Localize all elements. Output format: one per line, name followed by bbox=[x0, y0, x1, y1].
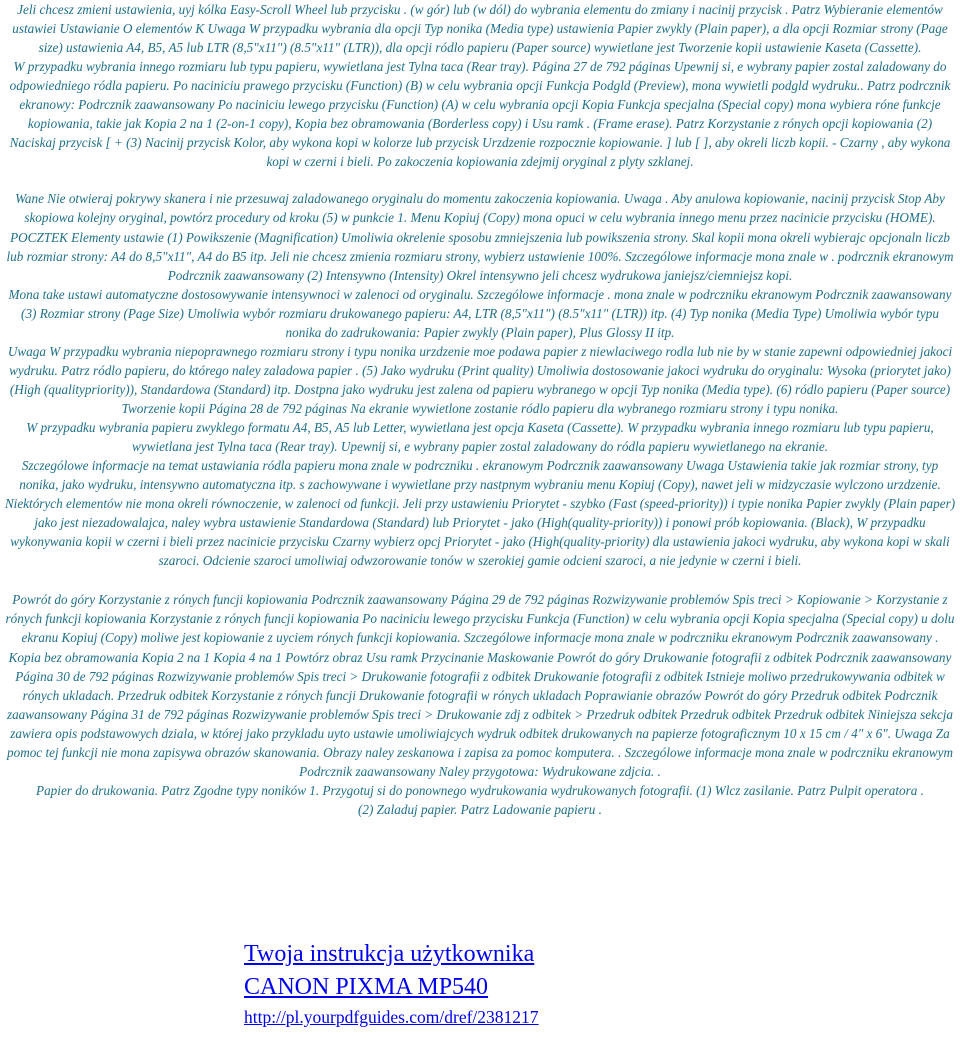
paragraph-6: W przypadku wybrania papieru zwyklego formatu A4, B5, A5 lub Letter, wywietlana jest opcja Kaseta (Cassette). W przypadku wybrania innego rozmiaru lub typu papieru, wywietlana jest Tylna taca (Rear tray). Upewnij si, e wybrany papier zostal zaladowany do ródla papieru wywietlanego na ekranie. bbox=[26, 419, 934, 455]
paragraph-9: Papier do drukowania. Patrz Zgodne typy noników 1. Przygotuj si do ponownego wydrukowania wydrukowanych fotografii. (1) Wlcz zasilanie. Patrz Pulpit operatora . bbox=[36, 782, 924, 798]
paragraph-3: Wane Nie otwieraj pokrywy skanera i nie przesuwaj zaladowanego oryginalu do momentu zakoczenia kopiowania. Uwaga . Aby anulowa kopiowanie, nacinij przycisk Stop Aby skopiowa kolejny oryginal, powtórz procedury od kroku (5) w punkcie 1. Menu Kopiuj (Copy) mona opuci w celu wybrania innego menu przez nacinicie przycisku (HOME). POCZTEK Elementy ustawie (1) Powikszenie (Magnification) Umoliwia okrelenie sposobu zmniejszenia lub powikszenia strony. Skal kopii mona okreli wybierajc opcjonaln liczb lub rozmiar strony: A4 do 8,5"x11", A4 do B5 itp. Jeli nie chcesz zmienia rozmiaru strony, wybierz ustawienie 100%. Szczególowe informacje mona znale w . podrcznik ekranowym Podrcznik zaawansowany (2) Intensywno (Intensity) Okrel intensywno jeli chcesz wydrukowa janiejsz/ciemniejsz kopi. bbox=[6, 191, 954, 283]
manual-title-link[interactable]: Twoja instrukcja użytkownika bbox=[244, 941, 535, 967]
footer-links bbox=[244, 938, 539, 1029]
spacer bbox=[4, 171, 956, 189]
paragraph-2: W przypadku wybrania innego rozmiaru lub typu papieru, wywietlana jest Tylna taca (Rear tray). Página 27 de 792 páginas Upewnij si, e wybrany papier zostal zaladowany do odpowiedniego ródla papieru. Po naciniciu prawego przycisku (Function) (B) w celu wybrania opcji Funkcja Podgld (Preview), mona wywietli podgld wydruku.. Patrz podrcznik ekranowy: Podrcznik zaawansowany Po naciniciu lewego przycisku (Function) (A) w celu wybrania opcji Kopia Funkcja specjalna (Special copy) mona wybiera róne funkcje kopiowania, takie jak Kopia 2 na 1 (2-on-1 copy), Kopia bez obramowania (Borderless copy) i Usu ramk . (Frame erase). Patrz Korzystanie z rónych opcji kopiowania (2) Naciskaj przycisk [ + (3) Nacinij przycisk Kolor, aby wykona kopi w kolorze lub przycisk Urzdzenie rozpocznie kopiowanie. ] lub [ ], aby okreli liczb kopii. - Czarny , aby wykona kopi w czerni i bieli. Po zakoczenia kopiowania zdejmij oryginal z plyty szklanej. bbox=[9, 59, 951, 170]
paragraph-4: Mona take ustawi automatyczne dostosowywanie intensywnoci w zalenoci od oryginalu. Szczególowe informacje . mona znale w podrczniku ekranowym Podrcznik zaawansowany (3) Rozmiar strony (Page Size) Umoliwia wybór rozmiaru drukowanego papieru: A4, LTR (8,5"x11") (8.5"x11" (LTR)) itp. (4) Typ nonika (Media Type) Umoliwia wybór typu nonika do zadrukowania: Papier zwykly (Plain paper), Plus Glossy II itp. bbox=[8, 286, 952, 340]
paragraph-10: (2) Zaladuj papier. Patrz Ladowanie papieru . bbox=[358, 801, 602, 817]
paragraph-8: Powrót do góry Korzystanie z rónych funcji kopiowania Podrcznik zaawansowany Página 29 de 792 páginas Rozwizywanie problemów Spis treci > Kopiowanie > Korzystanie z rónych funkcji kopiowania Korzystanie z rónych funcji kopiowania Po naciniciu lewego przycisku Funkcja (Function) w celu wybrania opcji Kopia specjalna (Special copy) u dolu ekranu Kopiuj (Copy) moliwe jest kopiowanie z uyciem rónych funkcji kopiowania. Szczególowe informacje mona znale w podrczniku ekranowym Podrcznik zaawansowany . Kopia bez obramowania Kopia 2 na 1 Kopia 4 na 1 Powtórz obraz Usu ramk Przycinanie Maskowanie Powrót do góry Drukowanie fotografii z odbitek Podrcznik zaawansowany Página 30 de 792 páginas Rozwizywanie problemów Spis treci > Drukowanie fotografii z odbitek Drukowanie fotografii z odbitek Istnieje moliwo przedrukowywania odbitek w rónych ukladach. Przedruk odbitek Korzystanie z rónych funcji Drukowanie fotografii w rónych ukladach Poprawianie obrazów Powrót do góry Przedruk odbitek Podrcznik zaawansowany Página 31 de 792 páginas Rozwizywanie problemów Spis treci > Drukowanie zdj z odbitek > Przedruk odbitek Przedruk odbitek Przedruk odbitek Niniejsza sekcja zawiera opis podstawowych dziala, w której jako przykladu uyto ustawie umoliwiajcych wydruk odbitek drukowanych na papierze fotograficznym 10 x 15 cm / 4" x 6". Uwaga Za pomoc tej funkcji nie mona zapisywa obrazów skanowania. Obrazy naley zeskanowa i zapisa za pomoc komputera. . Szczególowe informacje mona znale w podrczniku ekranowym Podrcznik zaawansowany Naley przygotowa: Wydrukowane zdjcia. . bbox=[5, 592, 955, 779]
source-url-link[interactable]: http://pl.yourpdfguides.com/dref/2381217 bbox=[244, 1007, 539, 1027]
product-model-link[interactable]: CANON PIXMA MP540 bbox=[244, 974, 489, 1000]
paragraph-5: Uwaga W przypadku wybrania niepoprawnego rozmiaru strony i typu nonika urzdzenie moe podawa papier z niewlaciwego rodla lub nie by w stanie zapewni odpowiedniej jakoci wydruku. Patrz ródlo papieru, do którego naley zaladowa papier . (5) Jako wydruku (Print quality) Umoliwia dostosowanie jakoci wydruku do oryginalu: Wysoka (priorytet jako) (High (qualitypriority)), Standardowa (Standard) itp. Dostpna jako wydruku jest zalena od papieru wybranego w opcji Typ nonika (Media type). (6) ródlo papieru (Paper source) Tworzenie kopii Página 28 de 792 páginas Na ekranie wywietlone zostanie ródlo papieru dla wybranego rozmiaru strony i typu nonika. bbox=[7, 343, 953, 416]
document-page bbox=[4, 0, 956, 819]
paragraph-7: Szczególowe informacje na temat ustawiania ródla papieru mona znale w podrczniku . ekranowym Podrcznik zaawansowany Uwaga Ustawienia takie jak rozmiar strony, typ nonika, jako wydruku, intensywno automatyczna itp. s zachowywane i wywietlane przy nastpnym wybraniu menu Kopiuj (Copy), nawet jeli w midzyczasie wylczono urzdzenie. Niektórych elementów nie mona okreli równoczenie, w zalenoci od funkcji. Jeli przy ustawieniu Priorytet - szybko (Fast (speed-priority)) i typie nonika Papier zwykly (Plain paper) jako jest niezadowalajca, naley wybra ustawienie Standardowa (Standard) lub Priorytet - jako (High(quality-priority)) i ponowi prób kopiowania. (Black), W przypadku wykonywania kopii w czerni i bieli przez nacinicie przycisku Czarny wybierz opcj Priorytet - jako (High(quality-priority) dla ustawienia jakoci wydruku, aby wykona kopi w skali szaroci. Odcienie szaroci umoliwiaj odwzorowanie tonów w szerokiej gamie odcieni szaroci, a nie jedynie w czerni i bieli. bbox=[4, 458, 956, 569]
paragraph-1: Jeli chcesz zmieni ustawienia, uyj kólka Easy-Scroll Wheel lub przycisku . (w gór) lub (w dól) do wybrania elementu do zmiany i nacinij przycisk . Patrz Wybieranie elementów ustawiei Ustawianie O elementów K Uwaga W przypadku wybrania dla opcji Typ nonika (Media type) ustawienia Papier zwykly (Plain paper), a dla opcji Rozmiar strony (Page size) ustawienia A4, B5, A5 lub LTR (8,5"x11") (8.5"x11" (LTR)), dla opcji ródlo papieru (Paper source) wywietlane jest Tworzenie kopii ustawienie Kaseta (Cassette). bbox=[12, 2, 948, 56]
spacer bbox=[4, 570, 956, 590]
